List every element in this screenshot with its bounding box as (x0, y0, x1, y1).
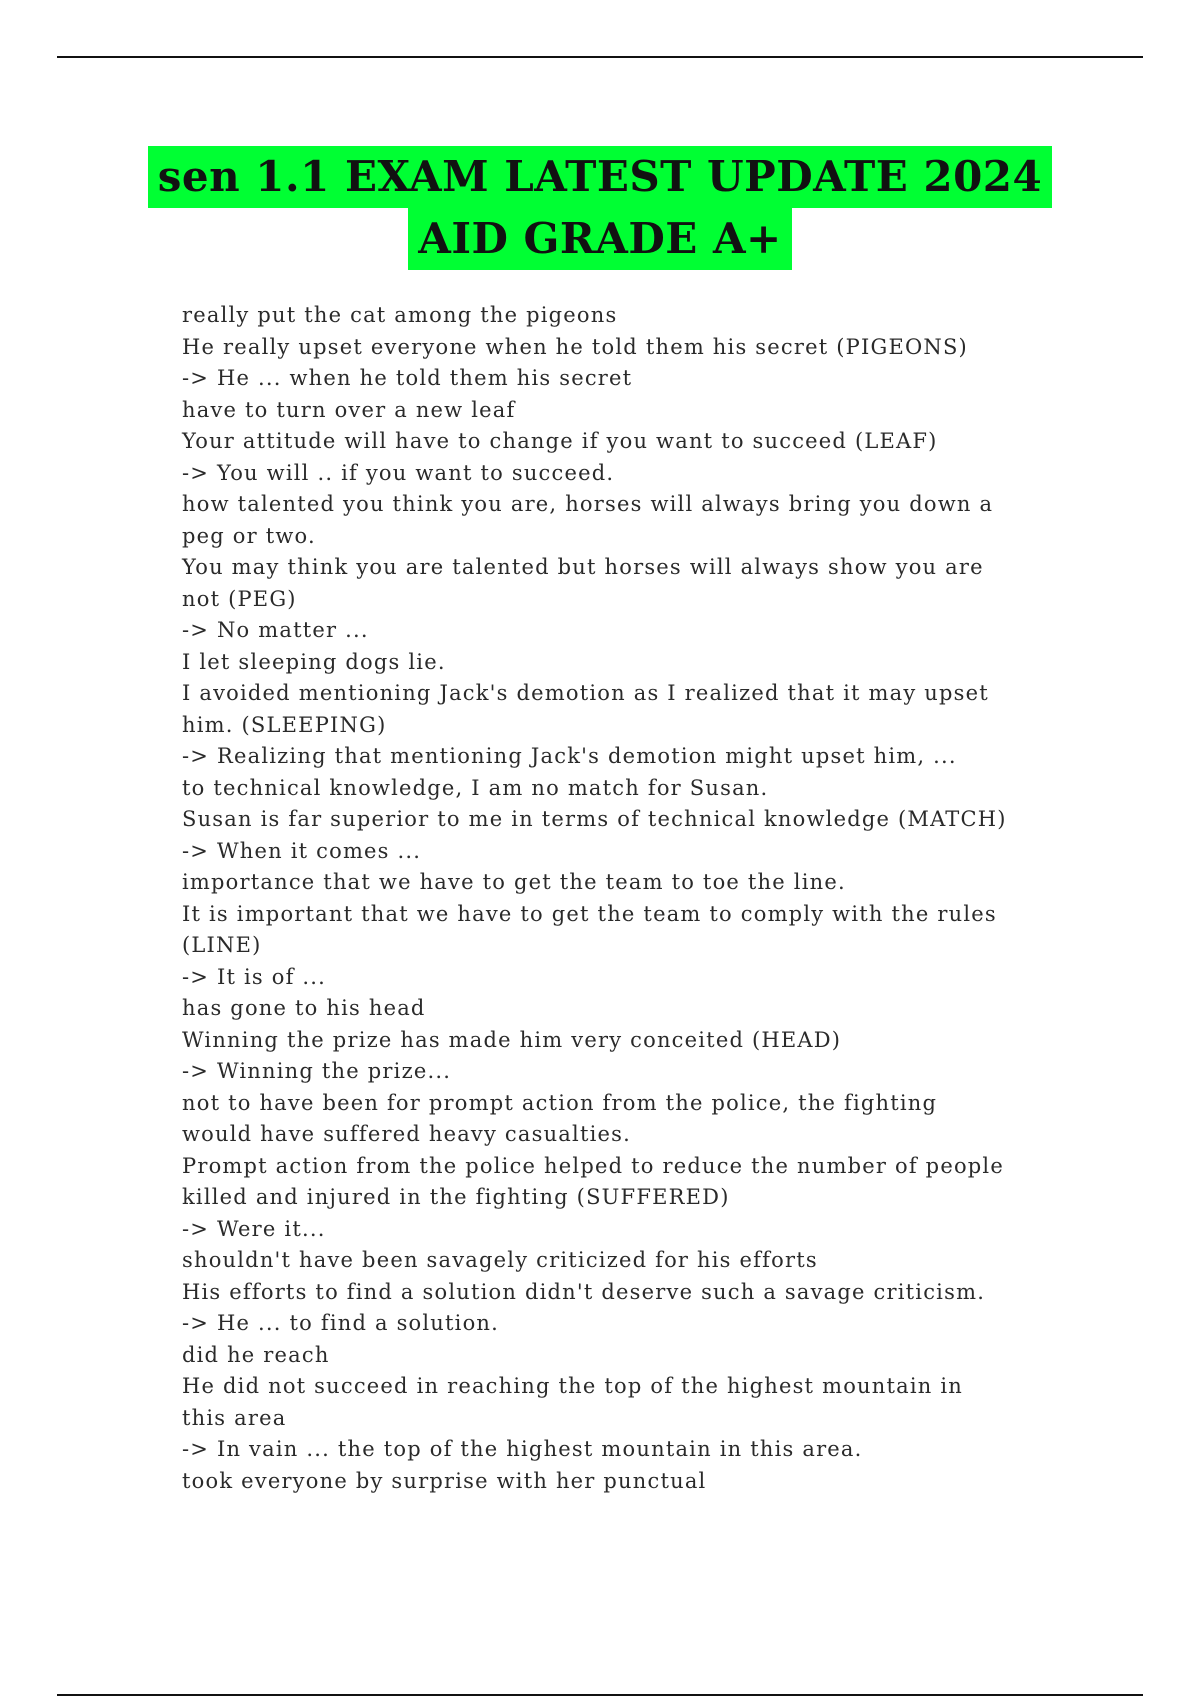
document-body (182, 300, 1052, 1497)
body-text-line: importance that we have to get the team to toe the line. (182, 870, 846, 894)
body-text-line: -> He ... when he told them his secret (182, 366, 633, 390)
body-text-line: Susan is far superior to me in terms of technical knowledge (MATCH) (182, 807, 1007, 831)
body-text-line: -> Winning the prize... (182, 1059, 452, 1083)
body-text-line: would have suffered heavy casualties. (182, 1122, 631, 1146)
body-text-line: peg or two. (182, 523, 316, 548)
body-text-line: to technical knowledge, I am no match for Susan. (182, 775, 769, 800)
body-text-line: (LINE) (182, 933, 262, 957)
body-text-line: You may think you are talented but horses will always show you are (182, 555, 984, 579)
body-text-line: -> Were it... (182, 1216, 326, 1241)
body-text-line: not (PEG) (182, 586, 297, 611)
body-text-line: really put the cat among the pigeons (182, 303, 618, 327)
body-text-line: shouldn't have been savagely criticized for his efforts (182, 1248, 818, 1272)
body-text-line: -> No matter ... (182, 618, 369, 642)
body-text-line: Prompt action from the police helped to reduce the number of people (182, 1153, 1004, 1178)
document-title (0, 146, 1200, 270)
body-text-line: Your attitude will have to change if you want to succeed (LEAF) (182, 429, 938, 453)
body-text-line: He really upset everyone when he told them his secret (PIGEONS) (182, 334, 968, 359)
footer-rule (57, 1694, 1143, 1696)
body-text-line: His efforts to find a solution didn't deserve such a savage criticism. (182, 1279, 986, 1304)
title-line-2: AID GRADE A+ (408, 208, 791, 270)
body-text-line: how talented you think you are, horses will always bring you down a (182, 492, 994, 516)
body-text-line: have to turn over a new leaf (182, 397, 516, 422)
body-text-line: I let sleeping dogs lie. (182, 649, 446, 674)
body-text-line: -> It is of ... (182, 964, 327, 989)
body-text-line: It is important that we have to get the team to comply with the rules (182, 901, 997, 926)
body-text-line: -> When it comes ... (182, 838, 422, 863)
body-text-line: -> In vain ... the top of the highest mountain in this area. (182, 1437, 863, 1461)
body-text-line: not to have been for prompt action from the police, the fighting (182, 1090, 938, 1115)
title-line-1: sen 1.1 EXAM LATEST UPDATE 2024 (148, 146, 1053, 208)
body-text-line: I avoided mentioning Jack's demotion as I realized that it may upset (182, 681, 989, 705)
body-text-line: killed and injured in the fighting (SUFFERED) (182, 1185, 730, 1209)
body-text-line: -> He ... to find a solution. (182, 1311, 500, 1335)
body-text-line: has gone to his head (182, 996, 426, 1020)
body-text-line: this area (182, 1405, 287, 1430)
body-text-line: took everyone by surprise with her punctual (182, 1468, 707, 1493)
body-text-line: him. (SLEEPING) (182, 712, 387, 737)
body-text-line: He did not succeed in reaching the top of the highest mountain in (182, 1374, 963, 1398)
body-text-line: did he reach (182, 1342, 330, 1367)
body-text-line: -> You will .. if you want to succeed. (182, 460, 615, 485)
header-rule (57, 56, 1143, 58)
body-text-line: -> Realizing that mentioning Jack's demotion might upset him, ... (182, 744, 957, 768)
body-text-line: Winning the prize has made him very conceited (HEAD) (182, 1027, 842, 1052)
